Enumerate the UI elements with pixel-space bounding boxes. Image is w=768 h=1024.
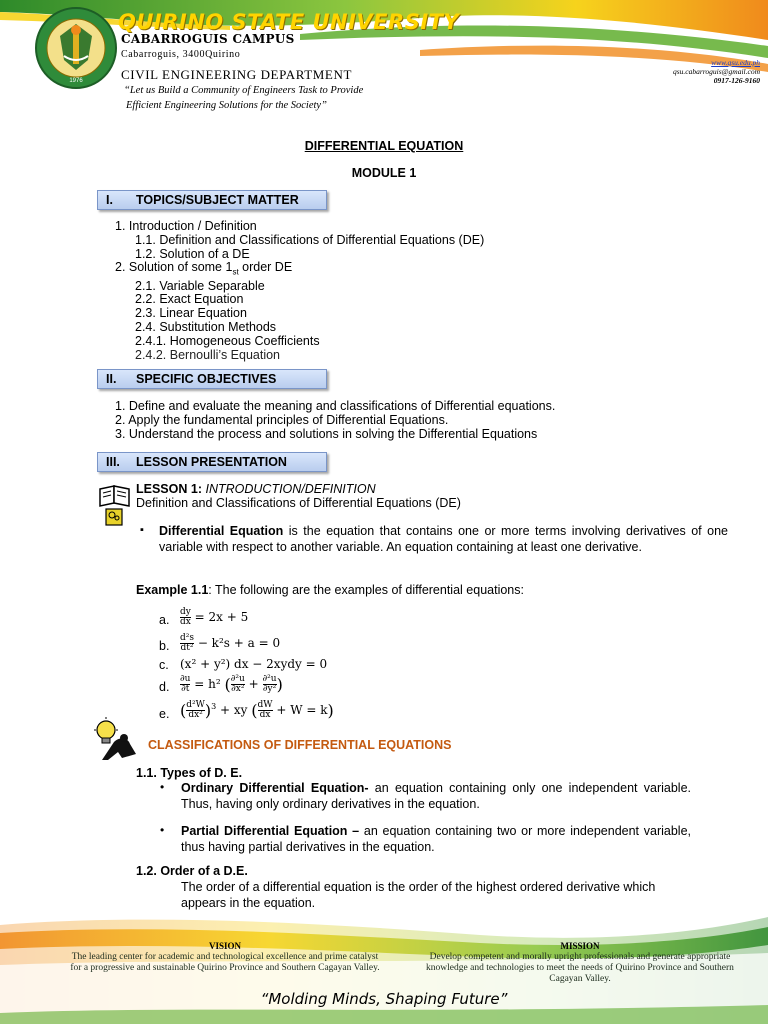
objective-item: 2. Apply the fundamental principles of Differential Equations. xyxy=(115,412,449,427)
motto-line-2: Efficient Engineering Solutions for the Society” xyxy=(126,100,327,111)
topic-item: 1.2. Solution of a DE xyxy=(135,246,250,261)
equation-a: $\frac{dy}{dx}$ = 2x + 5 xyxy=(180,607,249,627)
lesson-title: INTRODUCTION/DEFINITION xyxy=(205,482,376,496)
vision-text: The leading center for academic and technological excellence and prime catalyst for a progressive and sustainable Quirino Province and Southern Cagayan Valley. xyxy=(70,952,380,973)
module-title: MODULE 1 xyxy=(351,166,417,180)
book-icon xyxy=(98,483,132,527)
department-motto xyxy=(124,83,363,113)
classifications-heading: CLASSIFICATIONS OF DIFFERENTIAL EQUATIONS xyxy=(148,738,452,752)
bullet-dot: • xyxy=(160,780,165,794)
objective-item: 1. Define and evaluate the meaning and classifications of Differential equations. xyxy=(115,399,556,413)
ode-paragraph xyxy=(181,780,691,812)
motto-line-1: “Let us Build a Community of Engineers Task to Provide xyxy=(124,85,364,96)
types-heading: 1.1. Types of D. E. xyxy=(136,766,243,780)
equation-letter: c. xyxy=(159,658,169,672)
ode-term: Ordinary Differential Equation- xyxy=(181,781,369,795)
bullet-square: ▪ xyxy=(140,524,144,536)
topic-item: 2.4.1. Homogeneous Coefficients xyxy=(135,333,320,348)
lesson-heading xyxy=(136,483,376,497)
equation-d: $\frac{\partial u}{\partial t}$ = h² ( $\frac{\text{∂²u}}{\text{∂x²}}$ + $\frac{\text{∂²u}}{\text{∂y²}}$ ) xyxy=(180,674,283,694)
document-title: DIFFERENTIAL EQUATION xyxy=(304,139,464,153)
ode-text: an equation containing only one independent variable. Thus, having only ordinary derivatives in the equation. xyxy=(181,781,692,811)
university-seal-icon xyxy=(34,6,118,90)
topic-item: 1. Introduction / Definition xyxy=(115,219,257,233)
vision-label: VISION xyxy=(208,941,241,951)
example-label: Example 1.1 xyxy=(136,583,209,597)
lesson-subtitle: Definition and Classifications of Differential Equations (DE) xyxy=(136,496,461,510)
definition-text: is the equation that contains one or more terms involving derivatives of one variable with respect to another variable. An equation containing at least one derivative. xyxy=(159,524,728,554)
topic-item: 2. Solution of some $1_{st}$ order DE xyxy=(115,260,293,277)
section-label: SPECIFIC OBJECTIVES xyxy=(136,372,277,386)
section-label: LESSON PRESENTATION xyxy=(136,455,287,469)
lesson-label: LESSON 1: xyxy=(136,482,202,496)
equation-letter: b. xyxy=(159,639,170,653)
seal-year: 1976 xyxy=(69,78,83,84)
section-header-objectives xyxy=(97,369,327,389)
equation-b: $\frac{\text{d²s}}{\text{dt²}}$ − k²s + a = 0 xyxy=(180,633,281,653)
topic-item: 2.4. Substitution Methods xyxy=(135,320,277,335)
order-paragraph: The order of a differential equation is the order of the highest ordered derivative which appears in the equation. xyxy=(181,880,656,910)
lightbulb-figure-icon xyxy=(92,716,140,764)
topic-sup: st xyxy=(232,267,239,277)
footer-slogan: “Molding Minds, Shaping Future” xyxy=(260,990,508,1008)
phone-text: 0917-126-9160 xyxy=(713,76,760,85)
topic-item: 2.3. Linear Equation xyxy=(135,306,247,321)
section-label: TOPICS/SUBJECT MATTER xyxy=(136,193,299,207)
campus-address: Cabarroguis, 3400Quirino xyxy=(121,49,241,60)
equation-letter: a. xyxy=(159,613,170,627)
mission-text: Develop competent and morally upright professionals and generate appropriate knowledge and technologies to meet the needs of Quirino Province and Southern Cagayan Valley. xyxy=(426,952,734,984)
section-header-topics xyxy=(97,190,327,210)
topics-list xyxy=(115,220,484,362)
department-name: CIVIL ENGINEERING DEPARTMENT xyxy=(121,67,352,82)
section-number: II. xyxy=(106,372,117,386)
section-number: I. xyxy=(106,193,113,207)
contact-info xyxy=(673,58,760,85)
email-text: qsu.cabarroguis@gmail.com xyxy=(672,67,760,76)
objective-item: 3. Understand the process and solutions in solving the Differential Equations xyxy=(115,426,538,441)
definition-term: Differential Equation xyxy=(159,524,284,538)
website-link[interactable]: www.qsu.edu.ph xyxy=(711,58,760,67)
equation-e: ( $\frac{\text{d²W}}{\text{dx²}}$ )$^3$ + xy ( $\frac{dW}{dx}$ + W = k) xyxy=(180,700,334,720)
topic-item: 2.2. Exact Equation xyxy=(135,292,244,307)
section-number: III. xyxy=(106,455,120,469)
equation-letter: e. xyxy=(159,707,170,721)
pde-paragraph xyxy=(181,823,691,855)
order-heading: 1.2. Order of a D.E. xyxy=(136,864,248,878)
topic-item: 1.1. Definition and Classifications of Differential Equations (DE) xyxy=(135,232,485,247)
university-name: QUIRINO STATE UNIVERSITY xyxy=(118,10,460,34)
equation-letter: d. xyxy=(159,680,170,694)
section-header-lesson xyxy=(97,452,327,472)
objectives-list xyxy=(115,400,555,441)
definition-paragraph xyxy=(159,523,728,555)
example-line xyxy=(136,584,524,598)
topic-item: 2.4.2. Bernoulli’s Equation xyxy=(135,347,281,362)
campus-name: CABARROGUIS CAMPUS xyxy=(121,32,295,46)
example-text: : The following are the examples of differential equations: xyxy=(208,583,524,597)
bullet-dot: • xyxy=(160,823,165,837)
pde-text: an equation containing two or more independent variable, thus having partial derivatives in the equation. xyxy=(181,824,692,854)
equation-c: (x² + y²) dx − 2xydy = 0 xyxy=(180,657,328,671)
topic-item: 2.1. Variable Separable xyxy=(135,278,265,293)
mission-label: MISSION xyxy=(560,941,600,951)
pde-term: Partial Differential Equation – xyxy=(181,824,360,838)
